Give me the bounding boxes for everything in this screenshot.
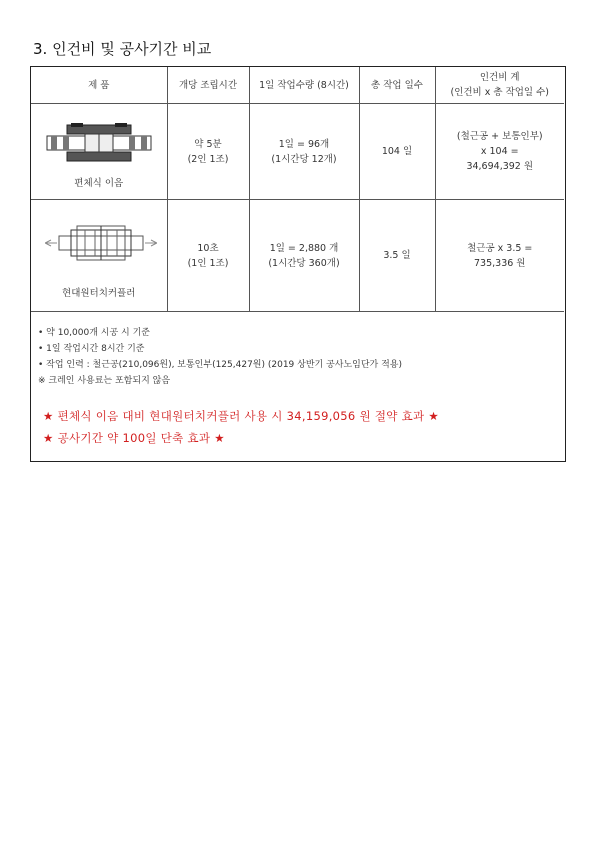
- product-cell: [31, 104, 167, 200]
- highlight-savings: ★ 편체식 이음 대비 현대원터치커플러 사용 시 34,159,056 원 절약 효과 ★: [43, 409, 439, 423]
- notes-list: [38, 325, 402, 389]
- pipe-coupler-diagram-icon: [45, 122, 153, 164]
- product-name: 편체식 이음: [74, 178, 124, 189]
- header-daily-qty: 1일 작업수량 (8시간): [249, 67, 359, 104]
- note-item: ※ 크레인 사용료는 포함되지 않음: [38, 376, 171, 386]
- header-labor-cost: 인건비 계 (인건비 x 총 작업일 수): [435, 67, 564, 104]
- table-row: [31, 104, 564, 200]
- highlight-period: ★ 공사기간 약 100일 단축 효과 ★: [43, 431, 225, 445]
- daily-qty-cell: 1일 = 96개 (1시간당 12개): [249, 104, 359, 200]
- one-touch-coupler-diagram-icon: [45, 224, 157, 262]
- assembly-time-cell: 10초 (1인 1조): [167, 200, 249, 312]
- highlight-box: [43, 405, 439, 449]
- daily-qty-cell: 1일 = 2,880 개 (1시간당 360개): [249, 200, 359, 312]
- assembly-time-cell: 약 5분 (2인 1조): [167, 104, 249, 200]
- header-assembly-time: 개당 조립시간: [167, 67, 249, 104]
- table-row: [31, 200, 564, 312]
- labor-cost-cell: 철근공 x 3.5 = 735,336 원: [435, 200, 564, 312]
- total-days-cell: 3.5 일: [359, 200, 435, 312]
- section-title: 3. 인건비 및 공사기간 비교: [33, 40, 212, 58]
- product-name: 현대원터치커플러: [62, 288, 136, 299]
- header-product: 제 품: [31, 67, 167, 104]
- total-days-cell: 104 일: [359, 104, 435, 200]
- labor-cost-cell: (철근공 + 보통인부) x 104 = 34,694,392 원: [435, 104, 564, 200]
- note-item: • 작업 인력 : 철근공(210,096원), 보통인부(125,427원) (2019 상반기 공사노임단가 적용): [38, 360, 403, 370]
- note-item: • 약 10,000개 시공 시 기준: [38, 328, 150, 338]
- comparison-table: [31, 67, 564, 312]
- table-header-row: [31, 67, 564, 104]
- product-cell: [31, 200, 167, 312]
- comparison-frame: [30, 66, 566, 462]
- header-total-days: 총 작업 일수: [359, 67, 435, 104]
- note-item: • 1일 작업시간 8시간 기준: [38, 344, 145, 354]
